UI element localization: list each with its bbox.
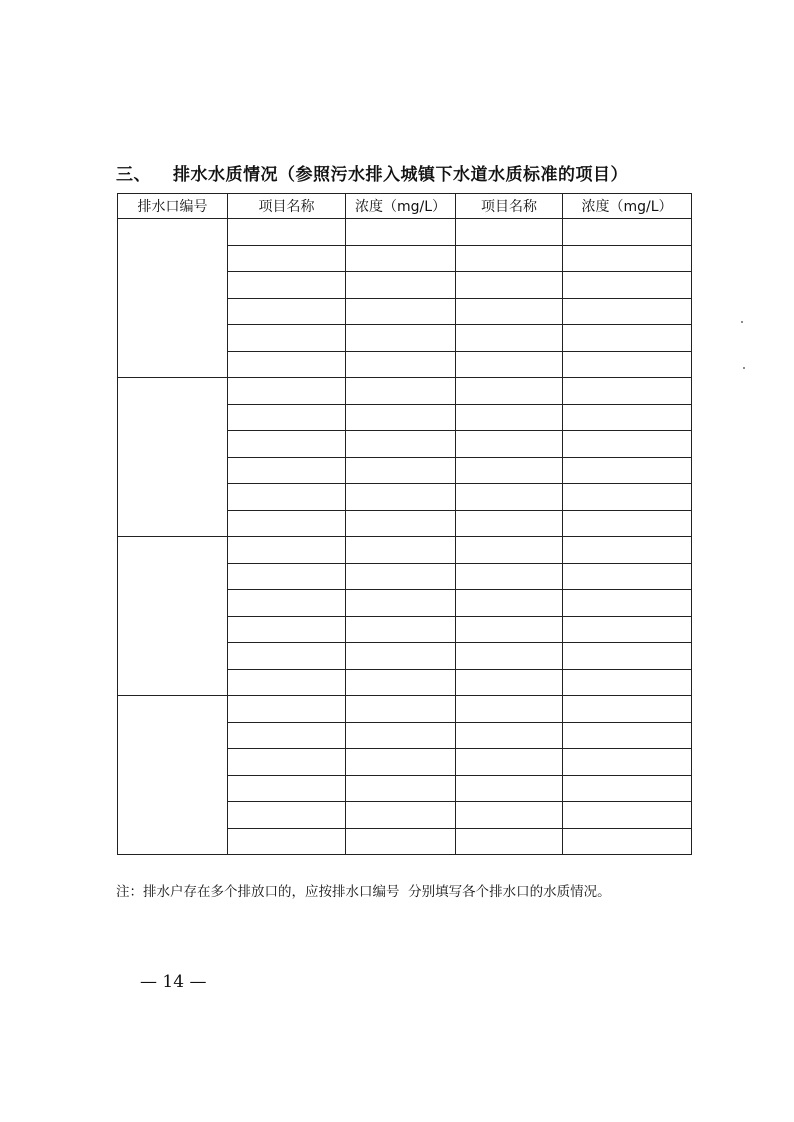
- concentration-cell[interactable]: [563, 775, 692, 802]
- concentration-cell[interactable]: [346, 351, 456, 378]
- section-number: 三、: [116, 165, 151, 185]
- item-name-cell[interactable]: [228, 351, 346, 378]
- concentration-cell[interactable]: [563, 325, 692, 352]
- concentration-cell[interactable]: [346, 537, 456, 564]
- header-outlet-number: 排水口编号: [118, 194, 228, 219]
- concentration-cell[interactable]: [346, 484, 456, 511]
- item-name-cell[interactable]: [456, 669, 563, 696]
- header-concentration-1: 浓度（mg/L）: [346, 194, 456, 219]
- item-name-cell[interactable]: [228, 643, 346, 670]
- water-quality-table: [117, 193, 692, 855]
- item-name-cell[interactable]: [456, 749, 563, 776]
- item-name-cell[interactable]: [456, 828, 563, 855]
- item-name-cell[interactable]: [228, 563, 346, 590]
- concentration-cell[interactable]: [563, 431, 692, 458]
- item-name-cell[interactable]: [456, 590, 563, 617]
- concentration-cell[interactable]: [346, 775, 456, 802]
- concentration-cell[interactable]: [563, 616, 692, 643]
- item-name-cell[interactable]: [228, 802, 346, 829]
- header-item-name-2: 项目名称: [456, 194, 563, 219]
- concentration-cell[interactable]: [346, 722, 456, 749]
- item-name-cell[interactable]: [456, 404, 563, 431]
- concentration-cell[interactable]: [346, 643, 456, 670]
- item-name-cell[interactable]: [456, 457, 563, 484]
- item-name-cell[interactable]: [228, 378, 346, 405]
- concentration-cell[interactable]: [563, 802, 692, 829]
- item-name-cell[interactable]: [456, 616, 563, 643]
- item-name-cell[interactable]: [228, 457, 346, 484]
- section-title: 排水水质情况（参照污水排入城镇下水道水质标准的项目）: [173, 165, 628, 185]
- concentration-cell[interactable]: [346, 616, 456, 643]
- page-number: — 14 —: [140, 972, 207, 992]
- concentration-cell[interactable]: [346, 245, 456, 272]
- table-row: [118, 537, 692, 564]
- concentration-cell[interactable]: [346, 219, 456, 246]
- footnote: 注：排水户存在多个排放口的，应按排水口编号 分别填写各个排水口的水质情况。: [116, 884, 611, 900]
- concentration-cell[interactable]: [346, 457, 456, 484]
- item-name-cell[interactable]: [228, 590, 346, 617]
- concentration-cell[interactable]: [563, 298, 692, 325]
- concentration-cell[interactable]: [563, 669, 692, 696]
- item-name-cell[interactable]: [228, 722, 346, 749]
- concentration-cell[interactable]: [563, 457, 692, 484]
- item-name-cell[interactable]: [228, 431, 346, 458]
- concentration-cell[interactable]: [346, 696, 456, 723]
- concentration-cell[interactable]: [346, 298, 456, 325]
- item-name-cell[interactable]: [228, 537, 346, 564]
- item-name-cell[interactable]: [228, 828, 346, 855]
- item-name-cell[interactable]: [456, 563, 563, 590]
- table-row: [118, 219, 692, 246]
- table-header-row: [118, 194, 692, 219]
- item-name-cell[interactable]: [456, 219, 563, 246]
- item-name-cell[interactable]: [456, 510, 563, 537]
- concentration-cell[interactable]: [346, 404, 456, 431]
- outlet-number-cell[interactable]: [118, 378, 228, 537]
- item-name-cell[interactable]: [456, 325, 563, 352]
- item-name-cell[interactable]: [456, 245, 563, 272]
- item-name-cell[interactable]: [456, 272, 563, 299]
- outlet-number-cell[interactable]: [118, 537, 228, 696]
- table-body: [118, 219, 692, 855]
- concentration-cell[interactable]: [563, 537, 692, 564]
- concentration-cell[interactable]: [346, 669, 456, 696]
- item-name-cell[interactable]: [456, 484, 563, 511]
- item-name-cell[interactable]: [228, 219, 346, 246]
- item-name-cell[interactable]: [228, 245, 346, 272]
- header-item-name-1: 项目名称: [228, 194, 346, 219]
- item-name-cell[interactable]: [228, 669, 346, 696]
- concentration-cell[interactable]: [563, 272, 692, 299]
- concentration-cell[interactable]: [563, 563, 692, 590]
- item-name-cell[interactable]: [456, 431, 563, 458]
- concentration-cell[interactable]: [346, 272, 456, 299]
- concentration-cell[interactable]: [346, 802, 456, 829]
- concentration-cell[interactable]: [563, 219, 692, 246]
- concentration-cell[interactable]: [346, 590, 456, 617]
- table-row: [118, 696, 692, 723]
- concentration-cell[interactable]: [563, 696, 692, 723]
- concentration-cell[interactable]: [563, 590, 692, 617]
- concentration-cell[interactable]: [563, 378, 692, 405]
- concentration-cell[interactable]: [346, 325, 456, 352]
- concentration-cell[interactable]: [563, 245, 692, 272]
- item-name-cell[interactable]: [228, 404, 346, 431]
- item-name-cell[interactable]: [456, 537, 563, 564]
- item-name-cell[interactable]: [456, 351, 563, 378]
- item-name-cell[interactable]: [228, 484, 346, 511]
- concentration-cell[interactable]: [563, 404, 692, 431]
- scan-speck: [743, 367, 745, 369]
- concentration-cell[interactable]: [346, 749, 456, 776]
- item-name-cell[interactable]: [228, 272, 346, 299]
- item-name-cell[interactable]: [228, 696, 346, 723]
- item-name-cell[interactable]: [456, 298, 563, 325]
- item-name-cell[interactable]: [228, 325, 346, 352]
- header-concentration-2: 浓度（mg/L）: [563, 194, 692, 219]
- concentration-cell[interactable]: [563, 828, 692, 855]
- item-name-cell[interactable]: [456, 775, 563, 802]
- concentration-cell[interactable]: [346, 431, 456, 458]
- item-name-cell[interactable]: [456, 643, 563, 670]
- concentration-cell[interactable]: [563, 722, 692, 749]
- concentration-cell[interactable]: [563, 510, 692, 537]
- concentration-cell[interactable]: [563, 643, 692, 670]
- item-name-cell[interactable]: [228, 298, 346, 325]
- item-name-cell[interactable]: [456, 696, 563, 723]
- concentration-cell[interactable]: [563, 749, 692, 776]
- concentration-cell[interactable]: [563, 484, 692, 511]
- outlet-number-cell[interactable]: [118, 219, 228, 378]
- item-name-cell[interactable]: [228, 616, 346, 643]
- concentration-cell[interactable]: [346, 378, 456, 405]
- section-heading: [116, 160, 628, 185]
- table-row: [118, 378, 692, 405]
- item-name-cell[interactable]: [456, 378, 563, 405]
- item-name-cell[interactable]: [228, 749, 346, 776]
- outlet-number-cell[interactable]: [118, 696, 228, 855]
- concentration-cell[interactable]: [346, 828, 456, 855]
- concentration-cell[interactable]: [346, 563, 456, 590]
- item-name-cell[interactable]: [456, 722, 563, 749]
- concentration-cell[interactable]: [563, 351, 692, 378]
- item-name-cell[interactable]: [456, 802, 563, 829]
- scan-speck: [741, 321, 743, 323]
- concentration-cell[interactable]: [346, 510, 456, 537]
- item-name-cell[interactable]: [228, 510, 346, 537]
- item-name-cell[interactable]: [228, 775, 346, 802]
